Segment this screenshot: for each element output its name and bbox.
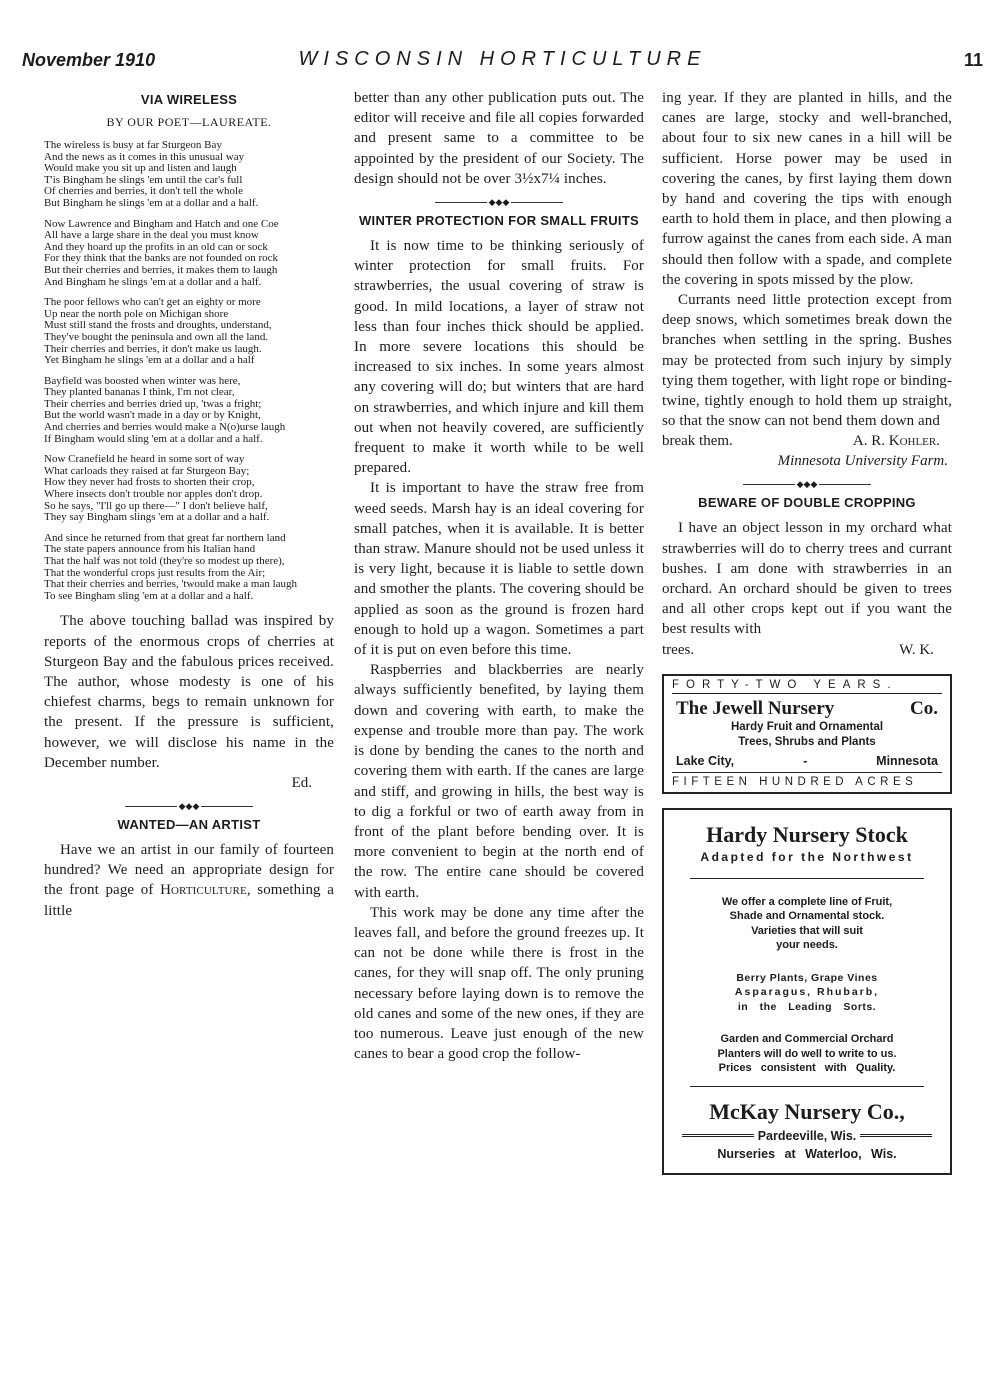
poem-stanza	[44, 140, 334, 210]
column-left	[44, 88, 334, 921]
ad-headline: Hardy Nursery Stock	[706, 821, 908, 847]
poem-stanza	[44, 219, 334, 289]
section-divider: ◆◆◆	[44, 799, 334, 813]
poem-line: The wireless is busy at far Sturgeon Bay	[44, 139, 222, 151]
artist-text-continued: better than any other publication puts out. The editor will receive and file all copies forwarded and present same to a committee to be appointed by the president of our Society. The design should not be over 3½x7¼ inches.	[354, 90, 644, 187]
poem-line: Their cherries and berries dried up, 'twas a fright;	[44, 397, 262, 410]
winter-title: WINTER PROTECTION FOR SMALL FRUITS	[358, 213, 640, 229]
winter-paragraph-4-start: This work may be done any time after the leaves fall, and before the ground freezes up. It can not be done while there is frost in the canes, for they will snap off. The only pruning necessary before laying down is to remove the old canes and some of the new ones, if they are too numerous. Leave just enough of the new canes to bear a good crop the follow-	[354, 904, 644, 1063]
poem-stanza	[44, 454, 334, 524]
ad-subheadline: Adapted for the Northwest	[700, 849, 914, 864]
poem-line: And Bingham he slings 'em at a dollar and a half.	[44, 275, 262, 288]
ad-nurseries: Nurseries at Waterloo, Wis.	[717, 1146, 897, 1161]
poem-line: The state papers announce from his Italian hand	[44, 543, 256, 556]
poem-line: Of cherries and berries, it don't tell the whole	[44, 185, 243, 198]
section-divider: ◆◆◆	[354, 195, 644, 209]
poem-line: And cherries and berries would make a N(o)urse laugh	[44, 421, 286, 434]
poem-line: All have a large share in the deal you must know	[44, 229, 259, 242]
poem-line: To see Bingham sling 'em at a dollar and a half.	[44, 589, 254, 602]
winter-paragraph-4-end: ing year. If they are planted in hills, and the canes are large, stocky and well-branched, about four to six new canes in a hill will be sufficient. Horse power may be used in covering the canes, by first laying them down by hand and covering the tips with enough earth to hold them in place, and then plowing a furrow against the canes from each side. A man should then follow with a spade, and complete the covering in spots missed by the plow.	[662, 90, 952, 288]
poem-line: That their cherries and berries, 'twould make a man laugh	[44, 578, 298, 591]
poem-line: Yet Bingham he slings 'em at a dollar and a half	[44, 354, 255, 367]
ad-company-name: The Jewell Nursery Co.	[676, 697, 938, 719]
poem-line: And they hoard up the profits in an old can or sock	[44, 240, 268, 253]
ad-rule	[690, 1086, 924, 1087]
poem-line: But Bingham he slings 'em at a dollar and a half.	[44, 196, 259, 209]
poem-line: That the half was not told (they're so modest up there),	[44, 555, 285, 567]
poem-line: Must still stand the frosts and droughts, understand,	[44, 319, 272, 332]
winter-paragraph-5: Currants need little protection except from deep snows, which sometimes break down the branches when settling in the spring. Bushes may be protected from such injury by simply tying them together, with light rope or binding-twine, tightly enough to hold them up straight, so that the snow can not bend them down and	[662, 292, 952, 430]
page-number: 11	[963, 50, 983, 70]
journal-title: WISCONSIN HORTICULTURE	[298, 48, 707, 70]
poem-line: That the wonderful crops just results from the Air;	[44, 566, 266, 579]
cropping-title: BEWARE OF DOUBLE CROPPING	[698, 495, 916, 511]
ad-rule	[690, 878, 924, 879]
poem-line: But the world wasn't made in a day or by Knight,	[44, 409, 261, 422]
ad-location: Lake City, - Minnesota	[676, 753, 938, 768]
poem-line: Bayfield was boosted when winter was here,	[44, 374, 241, 387]
section-divider: ◆◆◆	[662, 477, 952, 491]
cropping-signature: trees. W. K.	[662, 641, 934, 658]
poem-line: The poor fellows who can't get an eighty or more	[44, 296, 261, 309]
jewell-nursery-ad	[662, 674, 952, 794]
poem-line: And since he returned from that great far northern land	[44, 531, 286, 544]
artist-title: WANTED—AN ARTIST	[117, 817, 261, 832]
ad-top-bar: FORTY-TWO YEARS.	[672, 678, 942, 694]
poem-line: And the news as it comes in this unusual way	[44, 150, 245, 163]
poem-line: They've bought the peninsula and own all the land.	[44, 330, 269, 343]
poem-line: For they think that the banks are not founded on rock	[44, 252, 279, 265]
cropping-text: I have an object lesson in my orchard what strawberries will do to cherry trees and currant bushes. I am done with strawberries in an orchard. An orchard should be given to trees and all other crops kept out if you want the best results with	[662, 520, 952, 638]
ad-line-1: Hardy Fruit and Ornamental	[730, 720, 884, 733]
editor-signature: Ed.	[291, 775, 312, 791]
artist-text-start: Have we an artist in our family of fourteen hundred? We need an appropriate design for the front page of Horticulture, something a little	[44, 842, 335, 919]
poem-line: Now Lawrence and Bingham and Hatch and one Coe	[44, 217, 279, 230]
winter-author: A. R. Kohler.	[852, 433, 940, 450]
poem-line: So he says, "I'll go up there—" I don't believe half,	[44, 499, 268, 512]
poem-line: They say Bingham slings 'em at a dollar and a half.	[44, 511, 270, 524]
poem-line: If Bingham would sling 'em at a dollar and a half.	[44, 432, 263, 445]
poem-line: But their cherries and berries, it makes them to laugh	[44, 263, 278, 276]
ad-bottom-bar: FIFTEEN HUNDRED ACRES	[672, 772, 942, 788]
ad-town: Pardeeville, Wis.	[678, 1129, 936, 1143]
poem-stanza	[44, 376, 334, 446]
ad-line-2: Trees, Shrubs and Plants	[738, 735, 876, 748]
poem-line: Their cherries and berries, it don't make us laugh.	[44, 342, 262, 355]
horticulture-emphasis: Horticulture	[160, 882, 247, 899]
poem-line: How they never had frosts to shorten their crop,	[44, 476, 255, 489]
winter-signature: break them. A. R. Kohler.	[662, 431, 952, 451]
poem-line: What carloads they raised at far Sturgeon Bay;	[44, 464, 250, 477]
issue-date: November 1910	[22, 50, 156, 70]
ad-planters: Garden and Commercial Orchard Planters will do well to write to us. Prices consistent with Quality.	[717, 1033, 897, 1075]
ad-company: McKay Nursery Co.,	[709, 1098, 905, 1124]
poem-line: Would make you sit up and listen and laugh	[44, 162, 237, 175]
winter-affiliation: Minnesota University Farm.	[777, 453, 948, 470]
poem-stanza	[44, 533, 334, 603]
winter-paragraph-2: It is important to have the straw free from weed seeds. Marsh hay is an ideal covering for small patches, when it is available. It is better than straw. Manure should not be used unless it is very light, because it is liable to settle down and smother the plants. The covering should be applied as soon as the ground is frozen hard enough to hold up a wagon. Sometimes a part of it is put on even before this time.	[354, 480, 644, 659]
poem-stanza	[44, 297, 334, 367]
poem-title: VIA WIRELESS	[140, 92, 238, 107]
winter-paragraph-1: It is now time to be thinking seriously of winter protection for small fruits. For strawberries, the usual covering of straw is good. In mild locations, a layer of straw not less than four inches thick should be applied. In more severe locations this should be increased to six inches. In some years almost any covering will do; but winters that are hard on strawberries, and which injure and kill them out when not heavily covered, are sufficiently frequent to make it worth while to be well prepared.	[354, 238, 644, 477]
mckay-nursery-ad	[662, 808, 952, 1175]
poem-byline: BY OUR POET—LAUREATE.	[106, 115, 272, 129]
poem-line: Where insects don't trouble nor apples don't drop.	[44, 488, 263, 501]
ad-offer: We offer a complete line of Fruit, Shade and Ornamental stock. Varieties that will suit your needs.	[721, 895, 893, 952]
poem-editor-note: The above touching ballad was inspired by reports of the enormous crops of cherries at Sturgeon Bay and the fabulous prices received. The author, whose modesty is one of his chiefest charms, begs to remain unknown for the present. If the pressure is sufficient, however, we will disclose his name in the December number.	[44, 613, 334, 771]
page-header	[22, 48, 983, 78]
poem-line: Now Cranefield he heard in some sort of way	[44, 453, 245, 466]
winter-paragraph-3: Raspberries and blackberries are nearly always sufficiently benefited, by laying them down and covering with earth, to make the expense and trouble more than pay. The work is done by bending the canes to the north and covering them with earth. If the canes are large and stiff, and growing in hills, the best way is to dig a forkful or two of earth away from in front of the plant before bending over. It is more convenient to begin at the north end of the row. The entire cane should be covered with earth.	[354, 662, 644, 901]
poem-body	[44, 140, 334, 602]
column-right	[662, 88, 952, 1175]
poem-line: Up near the north pole on Michigan shore	[44, 307, 229, 320]
poem-line: They planted bananas I think, I'm not clear,	[44, 386, 235, 399]
ad-plants: Berry Plants, Grape Vines Asparagus, Rhubarb, in the Leading Sorts.	[734, 971, 880, 1013]
poem-line: T'is Bingham he slings 'em until the car's full	[44, 173, 243, 186]
column-middle	[354, 88, 644, 1064]
